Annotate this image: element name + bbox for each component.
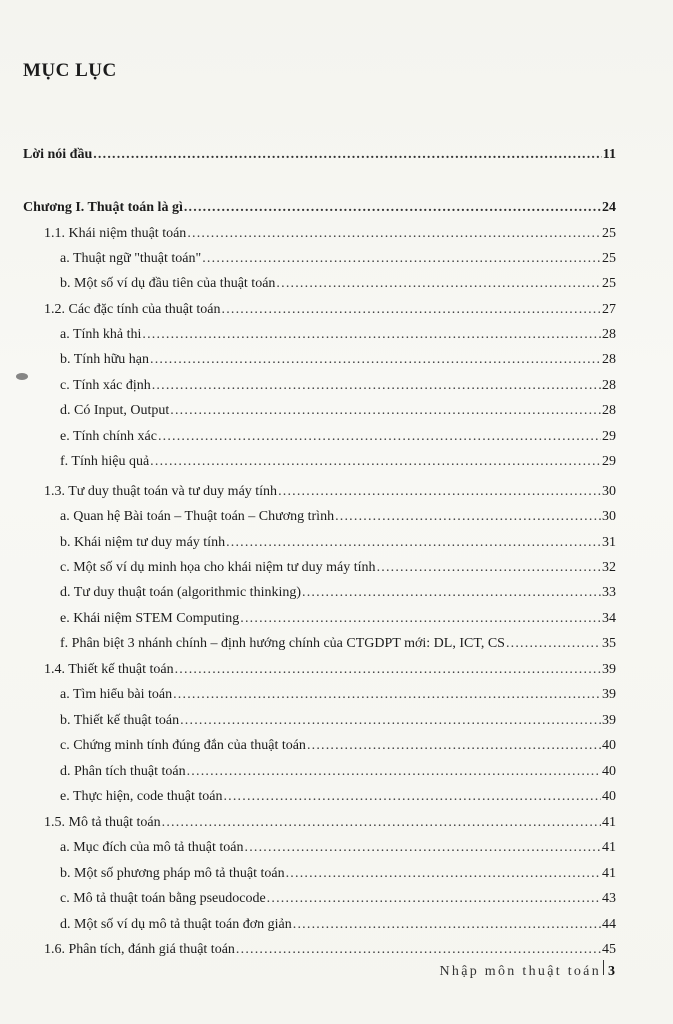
toc-entry <box>44 224 616 244</box>
toc-entry-page: 40 <box>602 789 616 804</box>
toc-entry-page: 39 <box>602 687 616 702</box>
toc-entry <box>60 325 616 345</box>
toc-entry-page: 28 <box>602 403 616 418</box>
toc-leader-dots <box>175 660 601 680</box>
toc-leader-dots <box>226 533 601 553</box>
toc-entry-page: 25 <box>602 276 616 291</box>
page-title: MỤC LỤC <box>23 60 117 81</box>
toc-entry-label: b. Tính hữu hạn <box>60 352 149 367</box>
toc-entry <box>60 864 616 884</box>
toc-leader-dots <box>150 350 601 370</box>
toc-entry <box>44 940 616 960</box>
toc-entry <box>60 249 616 269</box>
toc-entry <box>60 274 616 294</box>
footer-separator <box>603 960 604 975</box>
toc-entry <box>44 300 616 320</box>
toc-entry-label: 1.1. Khái niệm thuật toán <box>44 226 187 241</box>
toc-entry <box>23 198 616 218</box>
toc-entry <box>60 583 616 603</box>
toc-entry-label: b. Khái niệm tư duy máy tính <box>60 535 226 550</box>
toc-leader-dots <box>302 583 601 603</box>
toc-entry-page: 39 <box>602 662 616 677</box>
toc-entry-label: 1.3. Tư duy thuật toán và tư duy máy tính <box>44 484 278 499</box>
toc-leader-dots <box>223 787 601 807</box>
toc-entry <box>60 736 616 756</box>
toc-entry-label: f. Tính hiệu quả <box>60 454 150 469</box>
toc-leader-dots <box>152 376 601 396</box>
toc-entry-label: b. Một số ví dụ đầu tiên của thuật toán <box>60 276 276 291</box>
toc-entry-page: 30 <box>602 509 616 524</box>
toc-entry-page: 32 <box>602 560 616 575</box>
toc-entry-label: d. Một số ví dụ mô tả thuật toán đơn giản <box>60 917 292 932</box>
toc-entry-label: d. Có Input, Output <box>60 403 170 418</box>
toc-entry-label: f. Phân biệt 3 nhánh chính – định hướng chính của CTGDPT mới: DL, ICT, CS <box>60 636 505 651</box>
toc-entry-label: c. Chứng minh tính đúng đắn của thuật toán <box>60 738 306 753</box>
toc-entry-page: 44 <box>602 917 616 932</box>
toc-leader-dots <box>377 558 601 578</box>
toc-entry-page: 40 <box>602 738 616 753</box>
toc-leader-dots <box>286 864 601 884</box>
toc-entry-label: e. Tính chính xác <box>60 429 157 444</box>
toc-entry-page: 33 <box>602 585 616 600</box>
toc-entry-page: 39 <box>602 713 616 728</box>
toc-leader-dots <box>162 813 601 833</box>
toc-leader-dots <box>276 274 601 294</box>
toc-leader-dots <box>184 198 601 218</box>
toc-entry <box>60 350 616 370</box>
toc-entry-label: 1.4. Thiết kế thuật toán <box>44 662 174 677</box>
toc-entry-label: c. Mô tả thuật toán bằng pseudocode <box>60 891 266 906</box>
toc-entry-page: 34 <box>602 611 616 626</box>
toc-entry-label: a. Tìm hiểu bài toán <box>60 687 173 702</box>
footer-book-title: Nhập môn thuật toán <box>439 964 601 979</box>
toc-entry-label: e. Thực hiện, code thuật toán <box>60 789 223 804</box>
toc-entry-page: 28 <box>602 378 616 393</box>
toc-leader-dots <box>236 940 601 960</box>
toc-entry-page: 41 <box>602 866 616 881</box>
toc-leader-dots <box>173 685 601 705</box>
toc-entry-label: b. Thiết kế thuật toán <box>60 713 180 728</box>
toc-leader-dots <box>187 762 601 782</box>
toc-entry-page: 43 <box>602 891 616 906</box>
toc-leader-dots <box>170 401 601 421</box>
toc-leader-dots <box>240 609 601 629</box>
toc-entry-page: 41 <box>602 815 616 830</box>
toc-entry <box>60 401 616 421</box>
toc-entry-page: 25 <box>602 226 616 241</box>
toc-entry-page: 29 <box>602 429 616 444</box>
toc-entry-page: 31 <box>602 535 616 550</box>
toc-entry-label: a. Quan hệ Bài toán – Thuật toán – Chương trình <box>60 509 335 524</box>
toc-entry-page: 45 <box>602 942 616 957</box>
toc-leader-dots <box>93 145 602 165</box>
toc-entry-label: Chương I. Thuật toán là gì <box>23 200 183 215</box>
toc-entry-page: 25 <box>602 251 616 266</box>
toc-leader-dots <box>307 736 601 756</box>
toc-leader-dots <box>222 300 602 320</box>
page-footer <box>439 960 615 980</box>
toc-leader-dots <box>180 711 601 731</box>
toc-leader-dots <box>187 224 601 244</box>
toc-entry <box>60 533 616 553</box>
toc-entry <box>44 813 616 833</box>
toc-entry-page: 29 <box>602 454 616 469</box>
toc-entry <box>60 685 616 705</box>
toc-entry <box>60 452 616 472</box>
toc-entry-page: 28 <box>602 327 616 342</box>
toc-entry <box>44 660 616 680</box>
toc-entry <box>60 787 616 807</box>
toc-entry <box>60 838 616 858</box>
toc-entry-label: 1.6. Phân tích, đánh giá thuật toán <box>44 942 235 957</box>
toc-entry-label: Lời nói đầu <box>23 147 93 162</box>
toc-entry-page: 35 <box>602 636 616 651</box>
ink-smudge <box>16 373 28 380</box>
toc-entry-page: 27 <box>602 302 616 317</box>
toc-entry-page: 40 <box>602 764 616 779</box>
toc-leader-dots <box>267 889 601 909</box>
toc-entry <box>23 145 616 165</box>
toc-entry-label: 1.2. Các đặc tính của thuật toán <box>44 302 221 317</box>
toc-entry-label: a. Mục đích của mô tả thuật toán <box>60 840 244 855</box>
footer-page-number: 3 <box>608 964 615 979</box>
toc-entry-label: c. Một số ví dụ minh họa cho khái niệm tư duy máy tính <box>60 560 376 575</box>
toc-entry <box>60 915 616 935</box>
toc-entry-label: e. Khái niệm STEM Computing <box>60 611 240 626</box>
toc-entry-label: a. Thuật ngữ "thuật toán" <box>60 251 202 266</box>
toc-entry-label: a. Tính khả thi <box>60 327 142 342</box>
toc-leader-dots <box>202 249 601 269</box>
toc-entry <box>60 762 616 782</box>
toc-entry-label: d. Phân tích thuật toán <box>60 764 186 779</box>
toc-entry-page: 11 <box>602 147 616 162</box>
toc-leader-dots <box>506 634 601 654</box>
toc-entry-page: 30 <box>602 484 616 499</box>
toc-entry-label: 1.5. Mô tả thuật toán <box>44 815 161 830</box>
toc-leader-dots <box>335 507 601 527</box>
toc-leader-dots <box>293 915 601 935</box>
toc-entry-label: b. Một số phương pháp mô tả thuật toán <box>60 866 285 881</box>
toc-entry <box>60 427 616 447</box>
toc-entry-label: c. Tính xác định <box>60 378 151 393</box>
toc-leader-dots <box>150 452 601 472</box>
toc-entry <box>60 376 616 396</box>
toc-leader-dots <box>158 427 601 447</box>
toc-entry-label: d. Tư duy thuật toán (algorithmic thinking) <box>60 585 302 600</box>
toc-entry-page: 41 <box>602 840 616 855</box>
toc-entry <box>60 889 616 909</box>
toc-entry-page: 24 <box>602 200 616 215</box>
toc-leader-dots <box>278 482 601 502</box>
toc-entry <box>44 482 616 502</box>
toc-entry <box>60 558 616 578</box>
toc-entry <box>60 609 616 629</box>
toc-leader-dots <box>142 325 601 345</box>
toc-leader-dots <box>245 838 602 858</box>
toc-entry <box>60 711 616 731</box>
toc-entry-page: 28 <box>602 352 616 367</box>
toc-entry <box>60 634 616 654</box>
toc-entry <box>60 507 616 527</box>
